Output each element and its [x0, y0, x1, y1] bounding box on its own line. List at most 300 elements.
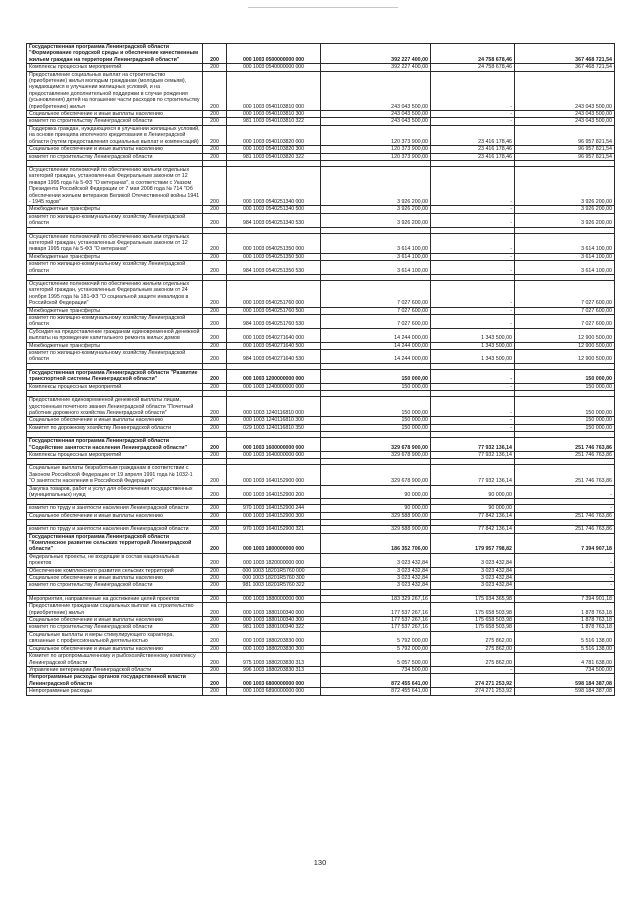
expense-name-cell: Социальные выплаты и меры стимулирующего характера, связанные с профессиональной деятельностью — [27, 631, 203, 645]
line-code-cell: 200 — [203, 645, 227, 652]
unexecuted-amount-cell: 251 746 763,86 — [515, 465, 615, 485]
line-code-cell: 200 — [203, 533, 227, 553]
budget-classification-cell: 000 1003 0540271640 000 — [227, 328, 321, 342]
expense-name-cell: Социальное обеспечение и иные выплаты населению — [27, 575, 203, 582]
budget-table-body — [27, 44, 615, 696]
unexecuted-amount-cell: 7 027 600,00 — [515, 307, 615, 314]
approved-amount-cell: 120 373 900,00 — [321, 153, 431, 160]
expense-name-cell: Межбюджетные трансферты — [27, 342, 203, 349]
line-code-cell: 200 — [203, 567, 227, 574]
expense-name-cell: Закупка товаров, работ и услуг для обеспечения государственных (муниципальных) нужд — [27, 485, 203, 499]
unexecuted-amount-cell: 3 926 200,00 — [515, 166, 615, 205]
approved-amount-cell: 3 614 100,00 — [321, 261, 431, 275]
table-row — [27, 582, 615, 589]
table-row — [27, 438, 615, 452]
executed-amount-cell: - — [431, 281, 515, 308]
unexecuted-amount-cell: 150 000,00 — [515, 424, 615, 431]
unexecuted-amount-cell: 7 027 600,00 — [515, 315, 615, 329]
line-code-cell: 200 — [203, 213, 227, 227]
line-code-cell: 200 — [203, 166, 227, 205]
line-code-cell: 200 — [203, 666, 227, 673]
expense-name-cell: комитет по строительству Ленинградской области — [27, 118, 203, 125]
unexecuted-amount-cell: 96 957 821,54 — [515, 146, 615, 153]
unexecuted-amount-cell: - — [515, 553, 615, 567]
budget-classification-cell: 981 1003 0540103820 322 — [227, 153, 321, 160]
unexecuted-amount-cell: 1 878 763,18 — [515, 624, 615, 631]
expense-name-cell: Социальное обеспечение и иные выплаты населению — [27, 617, 203, 624]
budget-classification-cell: 000 1003 6890000000 000 — [227, 688, 321, 695]
budget-classification-cell: 984 1003 0540271640 530 — [227, 350, 321, 364]
approved-amount-cell: 5 792 000,00 — [321, 645, 431, 652]
unexecuted-amount-cell: 150 000,00 — [515, 383, 615, 390]
unexecuted-amount-cell: 1 878 763,18 — [515, 617, 615, 624]
unexecuted-amount-cell: 150 000,00 — [515, 397, 615, 417]
table-row — [27, 688, 615, 695]
budget-classification-cell: 000 1003 0540103810 300 — [227, 111, 321, 118]
budget-classification-cell: 000 1003 1640152900 300 — [227, 512, 321, 519]
budget-classification-cell: 000 1003 1880100340 000 — [227, 603, 321, 617]
expense-name-cell: Комплексы процессных мероприятий — [27, 64, 203, 71]
expense-name-cell: Осуществление полномочий по обеспечению жильем отдельных категорий граждан, установленных Федеральным законом от 12 января 1995 года № 5-ФЗ "О ветеранах", в соответствии с Указом Президента Российской Федерации от 7 мая 2008 года № 714 "Об обеспечении жильем ветеранов Великой Отечественной войны 1941 - 1945 годов" — [27, 166, 203, 205]
executed-amount-cell: 77 932 136,14 — [431, 438, 515, 452]
table-row — [27, 253, 615, 260]
budget-classification-cell: 000 1003 1240116810 000 — [227, 397, 321, 417]
budget-classification-cell: 000 1003 1240116810 300 — [227, 417, 321, 424]
approved-amount-cell: 5 792 000,00 — [321, 631, 431, 645]
line-code-cell: 200 — [203, 451, 227, 458]
budget-classification-cell: 000 1003 1640000000 000 — [227, 451, 321, 458]
unexecuted-amount-cell: 251 746 763,86 — [515, 526, 615, 533]
scan-edge-line — [248, 7, 398, 8]
unexecuted-amount-cell: 12 900 500,00 — [515, 328, 615, 342]
line-code-cell: 200 — [203, 315, 227, 329]
budget-classification-cell: 000 1003 1820000000 000 — [227, 553, 321, 567]
budget-classification-cell: 984 1003 0540251760 530 — [227, 315, 321, 329]
expense-name-cell: Управление ветеринарии Ленинградской области — [27, 666, 203, 673]
expense-name-cell: Социальное обеспечение и иные выплаты населению — [27, 417, 203, 424]
approved-amount-cell: 329 588 900,00 — [321, 526, 431, 533]
approved-amount-cell: 3 926 200,00 — [321, 213, 431, 227]
executed-amount-cell: 179 957 798,82 — [431, 533, 515, 553]
unexecuted-amount-cell: 150 000,00 — [515, 417, 615, 424]
executed-amount-cell: - — [431, 666, 515, 673]
table-row — [27, 315, 615, 329]
budget-classification-cell: 000 1003 1880000000 000 — [227, 595, 321, 602]
table-row — [27, 526, 615, 533]
approved-amount-cell: 243 043 500,00 — [321, 71, 431, 110]
expense-name-cell: комитет по жилищно-коммунальному хозяйству Ленинградской области — [27, 213, 203, 227]
unexecuted-amount-cell: 3 614 100,00 — [515, 261, 615, 275]
table-row — [27, 71, 615, 110]
table-row — [27, 233, 615, 253]
budget-classification-cell: 000 1003 0540103820 000 — [227, 125, 321, 145]
table-row — [27, 653, 615, 667]
budget-classification-cell: 984 1003 0540251350 530 — [227, 261, 321, 275]
unexecuted-amount-cell: 150 000,00 — [515, 369, 615, 383]
expense-name-cell: Социальные выплаты безработным гражданам в соответствии с Законом Российской Федерации от 19 апреля 1991 года № 1032-1 "О занятости населения в Российской Федерации" — [27, 465, 203, 485]
unexecuted-amount-cell: 4 781 638,00 — [515, 653, 615, 667]
approved-amount-cell: 243 043 500,00 — [321, 118, 431, 125]
budget-classification-cell: 000 1003 0540251340 500 — [227, 206, 321, 213]
budget-classification-cell: 981 1003 1880100340 322 — [227, 624, 321, 631]
line-code-cell: 200 — [203, 674, 227, 688]
executed-amount-cell: 3 023 432,84 — [431, 567, 515, 574]
line-code-cell: 200 — [203, 505, 227, 512]
budget-classification-cell: 970 1003 1640152900 244 — [227, 505, 321, 512]
line-code-cell: 200 — [203, 153, 227, 160]
table-row — [27, 533, 615, 553]
approved-amount-cell: 186 352 706,00 — [321, 533, 431, 553]
line-code-cell: 200 — [203, 631, 227, 645]
executed-amount-cell: - — [431, 261, 515, 275]
line-code-cell: 200 — [203, 64, 227, 71]
expense-name-cell: Межбюджетные трансферты — [27, 253, 203, 260]
line-code-cell: 200 — [203, 206, 227, 213]
executed-amount-cell: - — [431, 111, 515, 118]
table-row — [27, 383, 615, 390]
line-code-cell: 200 — [203, 485, 227, 499]
budget-classification-cell: 000 1003 1800000000 000 — [227, 533, 321, 553]
executed-amount-cell: 90 000,00 — [431, 505, 515, 512]
line-code-cell: 200 — [203, 438, 227, 452]
unexecuted-amount-cell: 598 184 387,08 — [515, 688, 615, 695]
executed-amount-cell: 24 758 678,46 — [431, 44, 515, 64]
table-row — [27, 261, 615, 275]
line-code-cell: 200 — [203, 383, 227, 390]
unexecuted-amount-cell: 251 746 763,86 — [515, 451, 615, 458]
expense-name-cell: комитет по строительству Ленинградской области — [27, 624, 203, 631]
approved-amount-cell: 183 329 267,16 — [321, 595, 431, 602]
unexecuted-amount-cell: 7 394 907,18 — [515, 533, 615, 553]
table-row — [27, 166, 615, 205]
table-row — [27, 328, 615, 342]
table-row — [27, 281, 615, 308]
approved-amount-cell: 392 227 400,00 — [321, 64, 431, 71]
line-code-cell: 200 — [203, 233, 227, 253]
line-code-cell: 200 — [203, 253, 227, 260]
budget-classification-cell: 000 1003 0540103810 000 — [227, 71, 321, 110]
approved-amount-cell: 3 614 100,00 — [321, 233, 431, 253]
executed-amount-cell: 23 416 178,46 — [431, 146, 515, 153]
table-row — [27, 64, 615, 71]
unexecuted-amount-cell: 96 957 821,54 — [515, 153, 615, 160]
table-row — [27, 465, 615, 485]
unexecuted-amount-cell: 3 614 100,00 — [515, 233, 615, 253]
unexecuted-amount-cell: 5 516 138,00 — [515, 645, 615, 652]
executed-amount-cell: 90 000,00 — [431, 485, 515, 499]
expense-name-cell: Осуществление полномочий по обеспечению жильем отдельных категорий граждан, установленных Федеральным законом от 24 ноября 1995 года № 181-ФЗ "О социальной защите инвалидов в Российской Федерации" — [27, 281, 203, 308]
budget-classification-cell: 000 1003 1880203830 000 — [227, 631, 321, 645]
expense-name-cell: Социальное обеспечение и иные выплаты населению — [27, 146, 203, 153]
budget-classification-cell: 000 1003 0540251350 000 — [227, 233, 321, 253]
approved-amount-cell: 177 537 267,16 — [321, 617, 431, 624]
executed-amount-cell: 77 842 136,14 — [431, 526, 515, 533]
unexecuted-amount-cell: 243 043 500,00 — [515, 111, 615, 118]
expense-name-cell: Мероприятия, направленные на достижение целей проектов — [27, 595, 203, 602]
line-code-cell: 200 — [203, 553, 227, 567]
approved-amount-cell: 329 678 900,00 — [321, 451, 431, 458]
expense-name-cell: комитет по труду и занятости населения Ленинградской области — [27, 526, 203, 533]
approved-amount-cell: 329 588 900,00 — [321, 512, 431, 519]
table-row — [27, 307, 615, 314]
line-code-cell: 200 — [203, 328, 227, 342]
budget-classification-cell: 029 1003 1240116810 350 — [227, 424, 321, 431]
expense-name-cell: Государственная программа Ленинградской области "Развитие транспортной системы Ленинградской области" — [27, 369, 203, 383]
line-code-cell: 200 — [203, 342, 227, 349]
unexecuted-amount-cell: 3 614 100,00 — [515, 253, 615, 260]
executed-amount-cell: - — [431, 71, 515, 110]
expense-name-cell: комитет по жилищно-коммунальному хозяйству Ленинградской области — [27, 350, 203, 364]
executed-amount-cell: 275 862,00 — [431, 631, 515, 645]
executed-amount-cell: 1 343 500,00 — [431, 350, 515, 364]
table-row — [27, 397, 615, 417]
table-row — [27, 146, 615, 153]
budget-classification-cell: 000 1003 0540000000 000 — [227, 64, 321, 71]
executed-amount-cell: - — [431, 307, 515, 314]
expense-name-cell: Социальное обеспечение и иные выплаты населению — [27, 645, 203, 652]
executed-amount-cell: 24 758 678,46 — [431, 64, 515, 71]
budget-classification-cell: 000 1003 0540251760 500 — [227, 307, 321, 314]
budget-classification-cell: 000 1003 0540251760 000 — [227, 281, 321, 308]
unexecuted-amount-cell: 12 900 500,00 — [515, 342, 615, 349]
approved-amount-cell: 14 244 000,00 — [321, 342, 431, 349]
unexecuted-amount-cell: 243 043 500,00 — [515, 118, 615, 125]
expense-name-cell: Социальное обеспечение и иные выплаты населению — [27, 512, 203, 519]
executed-amount-cell: 77 932 136,14 — [431, 451, 515, 458]
table-row — [27, 575, 615, 582]
executed-amount-cell: 3 023 432,84 — [431, 582, 515, 589]
approved-amount-cell: 7 027 600,00 — [321, 307, 431, 314]
unexecuted-amount-cell: 251 746 763,86 — [515, 438, 615, 452]
line-code-cell: 200 — [203, 261, 227, 275]
budget-table — [26, 43, 615, 696]
table-row — [27, 603, 615, 617]
executed-amount-cell: 275 862,00 — [431, 645, 515, 652]
executed-amount-cell: - — [431, 424, 515, 431]
executed-amount-cell: - — [431, 369, 515, 383]
approved-amount-cell: 150 000,00 — [321, 383, 431, 390]
executed-amount-cell: 175 658 503,98 — [431, 624, 515, 631]
budget-classification-cell: 975 1003 1880203830 313 — [227, 653, 321, 667]
expense-name-cell: Государственная программа Ленинградской области "Содействие занятости населения Ленинградской области" — [27, 438, 203, 452]
expense-name-cell: Комплексы процессных мероприятий — [27, 383, 203, 390]
approved-amount-cell: 3 926 200,00 — [321, 166, 431, 205]
unexecuted-amount-cell: 243 043 500,00 — [515, 71, 615, 110]
line-code-cell: 200 — [203, 118, 227, 125]
unexecuted-amount-cell: - — [515, 567, 615, 574]
unexecuted-amount-cell: - — [515, 582, 615, 589]
executed-amount-cell: 1 343 500,00 — [431, 342, 515, 349]
executed-amount-cell: - — [431, 213, 515, 227]
executed-amount-cell: - — [431, 417, 515, 424]
expense-name-cell: Непрограммные расходы органов государственной власти Ленинградской области — [27, 674, 203, 688]
table-row — [27, 666, 615, 673]
table-row — [27, 213, 615, 227]
expense-name-cell: Непрограммные расходы — [27, 688, 203, 695]
expense-name-cell: Предоставление гражданам социальных выплат на строительство (приобретение) жилья — [27, 603, 203, 617]
unexecuted-amount-cell: 96 957 821,54 — [515, 125, 615, 145]
expense-name-cell: Федеральные проекты, не входящие в состав национальных проектов — [27, 553, 203, 567]
table-row — [27, 595, 615, 602]
expense-name-cell: Предоставление единовременной денежной выплаты лицам, удостоенным почетного звания Ленинградской области "Почетный работник дорожного хозяйства Ленинградской области" — [27, 397, 203, 417]
budget-classification-cell: 000 1003 18201R5760 000 — [227, 567, 321, 574]
executed-amount-cell: 23 416 178,46 — [431, 153, 515, 160]
executed-amount-cell: 274 271 253,92 — [431, 674, 515, 688]
line-code-cell: 200 — [203, 397, 227, 417]
unexecuted-amount-cell: 12 900 500,00 — [515, 350, 615, 364]
executed-amount-cell: - — [431, 233, 515, 253]
table-row — [27, 567, 615, 574]
line-code-cell: 200 — [203, 71, 227, 110]
unexecuted-amount-cell: 5 516 138,00 — [515, 631, 615, 645]
line-code-cell: 200 — [203, 595, 227, 602]
budget-classification-cell: 970 1003 1640152900 321 — [227, 526, 321, 533]
table-row — [27, 451, 615, 458]
unexecuted-amount-cell: 7 394 901,18 — [515, 595, 615, 602]
approved-amount-cell: 243 043 500,00 — [321, 111, 431, 118]
unexecuted-amount-cell: 3 926 200,00 — [515, 206, 615, 213]
budget-classification-cell: 000 1003 1600000000 000 — [227, 438, 321, 452]
table-row — [27, 553, 615, 567]
expense-name-cell: комитет по труду и занятости населения Ленинградской области — [27, 505, 203, 512]
unexecuted-amount-cell: 1 878 763,18 — [515, 603, 615, 617]
line-code-cell: 200 — [203, 350, 227, 364]
approved-amount-cell: 14 244 000,00 — [321, 328, 431, 342]
budget-classification-cell: 000 1003 0500000000 000 — [227, 44, 321, 64]
unexecuted-amount-cell: - — [515, 485, 615, 499]
expense-name-cell: Комитет по агропромышленному и рыбохозяйственному комплексу Ленинградской области — [27, 653, 203, 667]
budget-classification-cell: 981 1003 0540103810 322 — [227, 118, 321, 125]
table-row — [27, 153, 615, 160]
executed-amount-cell: - — [431, 383, 515, 390]
approved-amount-cell: 150 000,00 — [321, 424, 431, 431]
approved-amount-cell: 872 455 641,00 — [321, 674, 431, 688]
line-code-cell: 200 — [203, 307, 227, 314]
approved-amount-cell: 150 000,00 — [321, 369, 431, 383]
approved-amount-cell: 177 537 267,16 — [321, 603, 431, 617]
unexecuted-amount-cell: 734 500,00 — [515, 666, 615, 673]
executed-amount-cell: 77 842 136,14 — [431, 512, 515, 519]
approved-amount-cell: 7 027 600,00 — [321, 315, 431, 329]
line-code-cell: 200 — [203, 688, 227, 695]
line-code-cell: 200 — [203, 624, 227, 631]
approved-amount-cell: 120 373 900,00 — [321, 125, 431, 145]
budget-classification-cell: 984 1003 0540251340 530 — [227, 213, 321, 227]
approved-amount-cell: 3 023 432,84 — [321, 575, 431, 582]
executed-amount-cell: - — [431, 118, 515, 125]
line-code-cell: 200 — [203, 526, 227, 533]
line-code-cell: 200 — [203, 125, 227, 145]
executed-amount-cell: 3 023 432,84 — [431, 575, 515, 582]
table-row — [27, 111, 615, 118]
page-number: 130 — [313, 858, 327, 867]
approved-amount-cell: 150 000,00 — [321, 397, 431, 417]
table-row — [27, 512, 615, 519]
unexecuted-amount-cell: 367 468 721,54 — [515, 64, 615, 71]
unexecuted-amount-cell: 251 746 763,86 — [515, 512, 615, 519]
expense-name-cell: Осуществление полномочий по обеспечению жильем отдельных категорий граждан, установленных Федеральным законом от 12 января 1995 года № 5-ФЗ "О ветеранах" — [27, 233, 203, 253]
budget-classification-cell: 000 1003 1640152900 000 — [227, 465, 321, 485]
approved-amount-cell: 5 057 500,00 — [321, 653, 431, 667]
expense-name-cell: Межбюджетные трансферты — [27, 307, 203, 314]
executed-amount-cell: - — [431, 253, 515, 260]
table-row — [27, 342, 615, 349]
approved-amount-cell: 734 500,00 — [321, 666, 431, 673]
line-code-cell: 200 — [203, 575, 227, 582]
approved-amount-cell: 3 023 432,84 — [321, 582, 431, 589]
expense-name-cell: Комитет по дорожному хозяйству Ленинградской области — [27, 424, 203, 431]
line-code-cell: 200 — [203, 281, 227, 308]
line-code-cell: 200 — [203, 146, 227, 153]
approved-amount-cell: 150 000,00 — [321, 417, 431, 424]
line-code-cell: 200 — [203, 617, 227, 624]
table-row — [27, 505, 615, 512]
line-code-cell: 200 — [203, 424, 227, 431]
approved-amount-cell: 3 926 200,00 — [321, 206, 431, 213]
executed-amount-cell: - — [431, 315, 515, 329]
expense-name-cell: Предоставление социальных выплат на строительство (приобретение) жилья молодым гражданам (молодым семьям), нуждающимся в улучшении жилищных условий, и на предоставление дополнительной поддержки в случае рождения (усыновления) детей на погашение части расходов по строительству (приобретению) жилья — [27, 71, 203, 110]
budget-classification-cell: 000 1003 1880203830 300 — [227, 645, 321, 652]
unexecuted-amount-cell: 598 184 387,08 — [515, 674, 615, 688]
budget-classification-cell: 000 1003 1240000000 000 — [227, 383, 321, 390]
line-code-cell: 200 — [203, 465, 227, 485]
line-code-cell: 200 — [203, 111, 227, 118]
line-code-cell: 200 — [203, 44, 227, 64]
approved-amount-cell: 90 000,00 — [321, 485, 431, 499]
line-code-cell: 200 — [203, 512, 227, 519]
expense-name-cell: Государственная программа Ленинградской области "Формирование городской среды и обеспечение качественным жильем граждан на территории Ленинградской области" — [27, 44, 203, 64]
executed-amount-cell: 175 658 503,98 — [431, 617, 515, 624]
approved-amount-cell: 3 023 432,84 — [321, 553, 431, 567]
table-row — [27, 417, 615, 424]
executed-amount-cell: 275 862,00 — [431, 653, 515, 667]
approved-amount-cell: 3 614 100,00 — [321, 253, 431, 260]
approved-amount-cell: 329 678 900,00 — [321, 465, 431, 485]
table-row — [27, 485, 615, 499]
line-code-cell: 200 — [203, 582, 227, 589]
approved-amount-cell: 872 455 641,00 — [321, 688, 431, 695]
approved-amount-cell: 90 000,00 — [321, 505, 431, 512]
budget-classification-cell: 000 1003 0540271640 500 — [227, 342, 321, 349]
table-row — [27, 44, 615, 64]
table-row — [27, 424, 615, 431]
expense-name-cell: Государственная программа Ленинградской области "Комплексное развитие сельских территорий Ленинградской области" — [27, 533, 203, 553]
unexecuted-amount-cell: 3 926 200,00 — [515, 213, 615, 227]
budget-classification-cell: 000 1003 6800000000 000 — [227, 674, 321, 688]
table-row — [27, 369, 615, 383]
executed-amount-cell: 175 658 503,98 — [431, 603, 515, 617]
approved-amount-cell: 392 227 400,00 — [321, 44, 431, 64]
line-code-cell: 200 — [203, 653, 227, 667]
budget-classification-cell: 996 1003 1880203830 313 — [227, 666, 321, 673]
expense-name-cell: Межбюджетные трансферты — [27, 206, 203, 213]
table-row — [27, 118, 615, 125]
executed-amount-cell: - — [431, 206, 515, 213]
table-row — [27, 645, 615, 652]
approved-amount-cell: 120 373 900,00 — [321, 146, 431, 153]
budget-classification-cell: 000 1003 0540251350 500 — [227, 253, 321, 260]
approved-amount-cell: 329 678 900,00 — [321, 438, 431, 452]
expense-name-cell: Социальное обеспечение и иные выплаты населению — [27, 111, 203, 118]
expense-name-cell: комитет по жилищно-коммунальному хозяйству Ленинградской области — [27, 261, 203, 275]
table-row — [27, 624, 615, 631]
approved-amount-cell: 14 244 000,00 — [321, 350, 431, 364]
table-row — [27, 350, 615, 364]
table-row — [27, 125, 615, 145]
expense-name-cell: Обеспечение комплексного развития сельских территорий — [27, 567, 203, 574]
approved-amount-cell: 3 023 432,84 — [321, 567, 431, 574]
budget-classification-cell: 000 1003 18201R5760 300 — [227, 575, 321, 582]
